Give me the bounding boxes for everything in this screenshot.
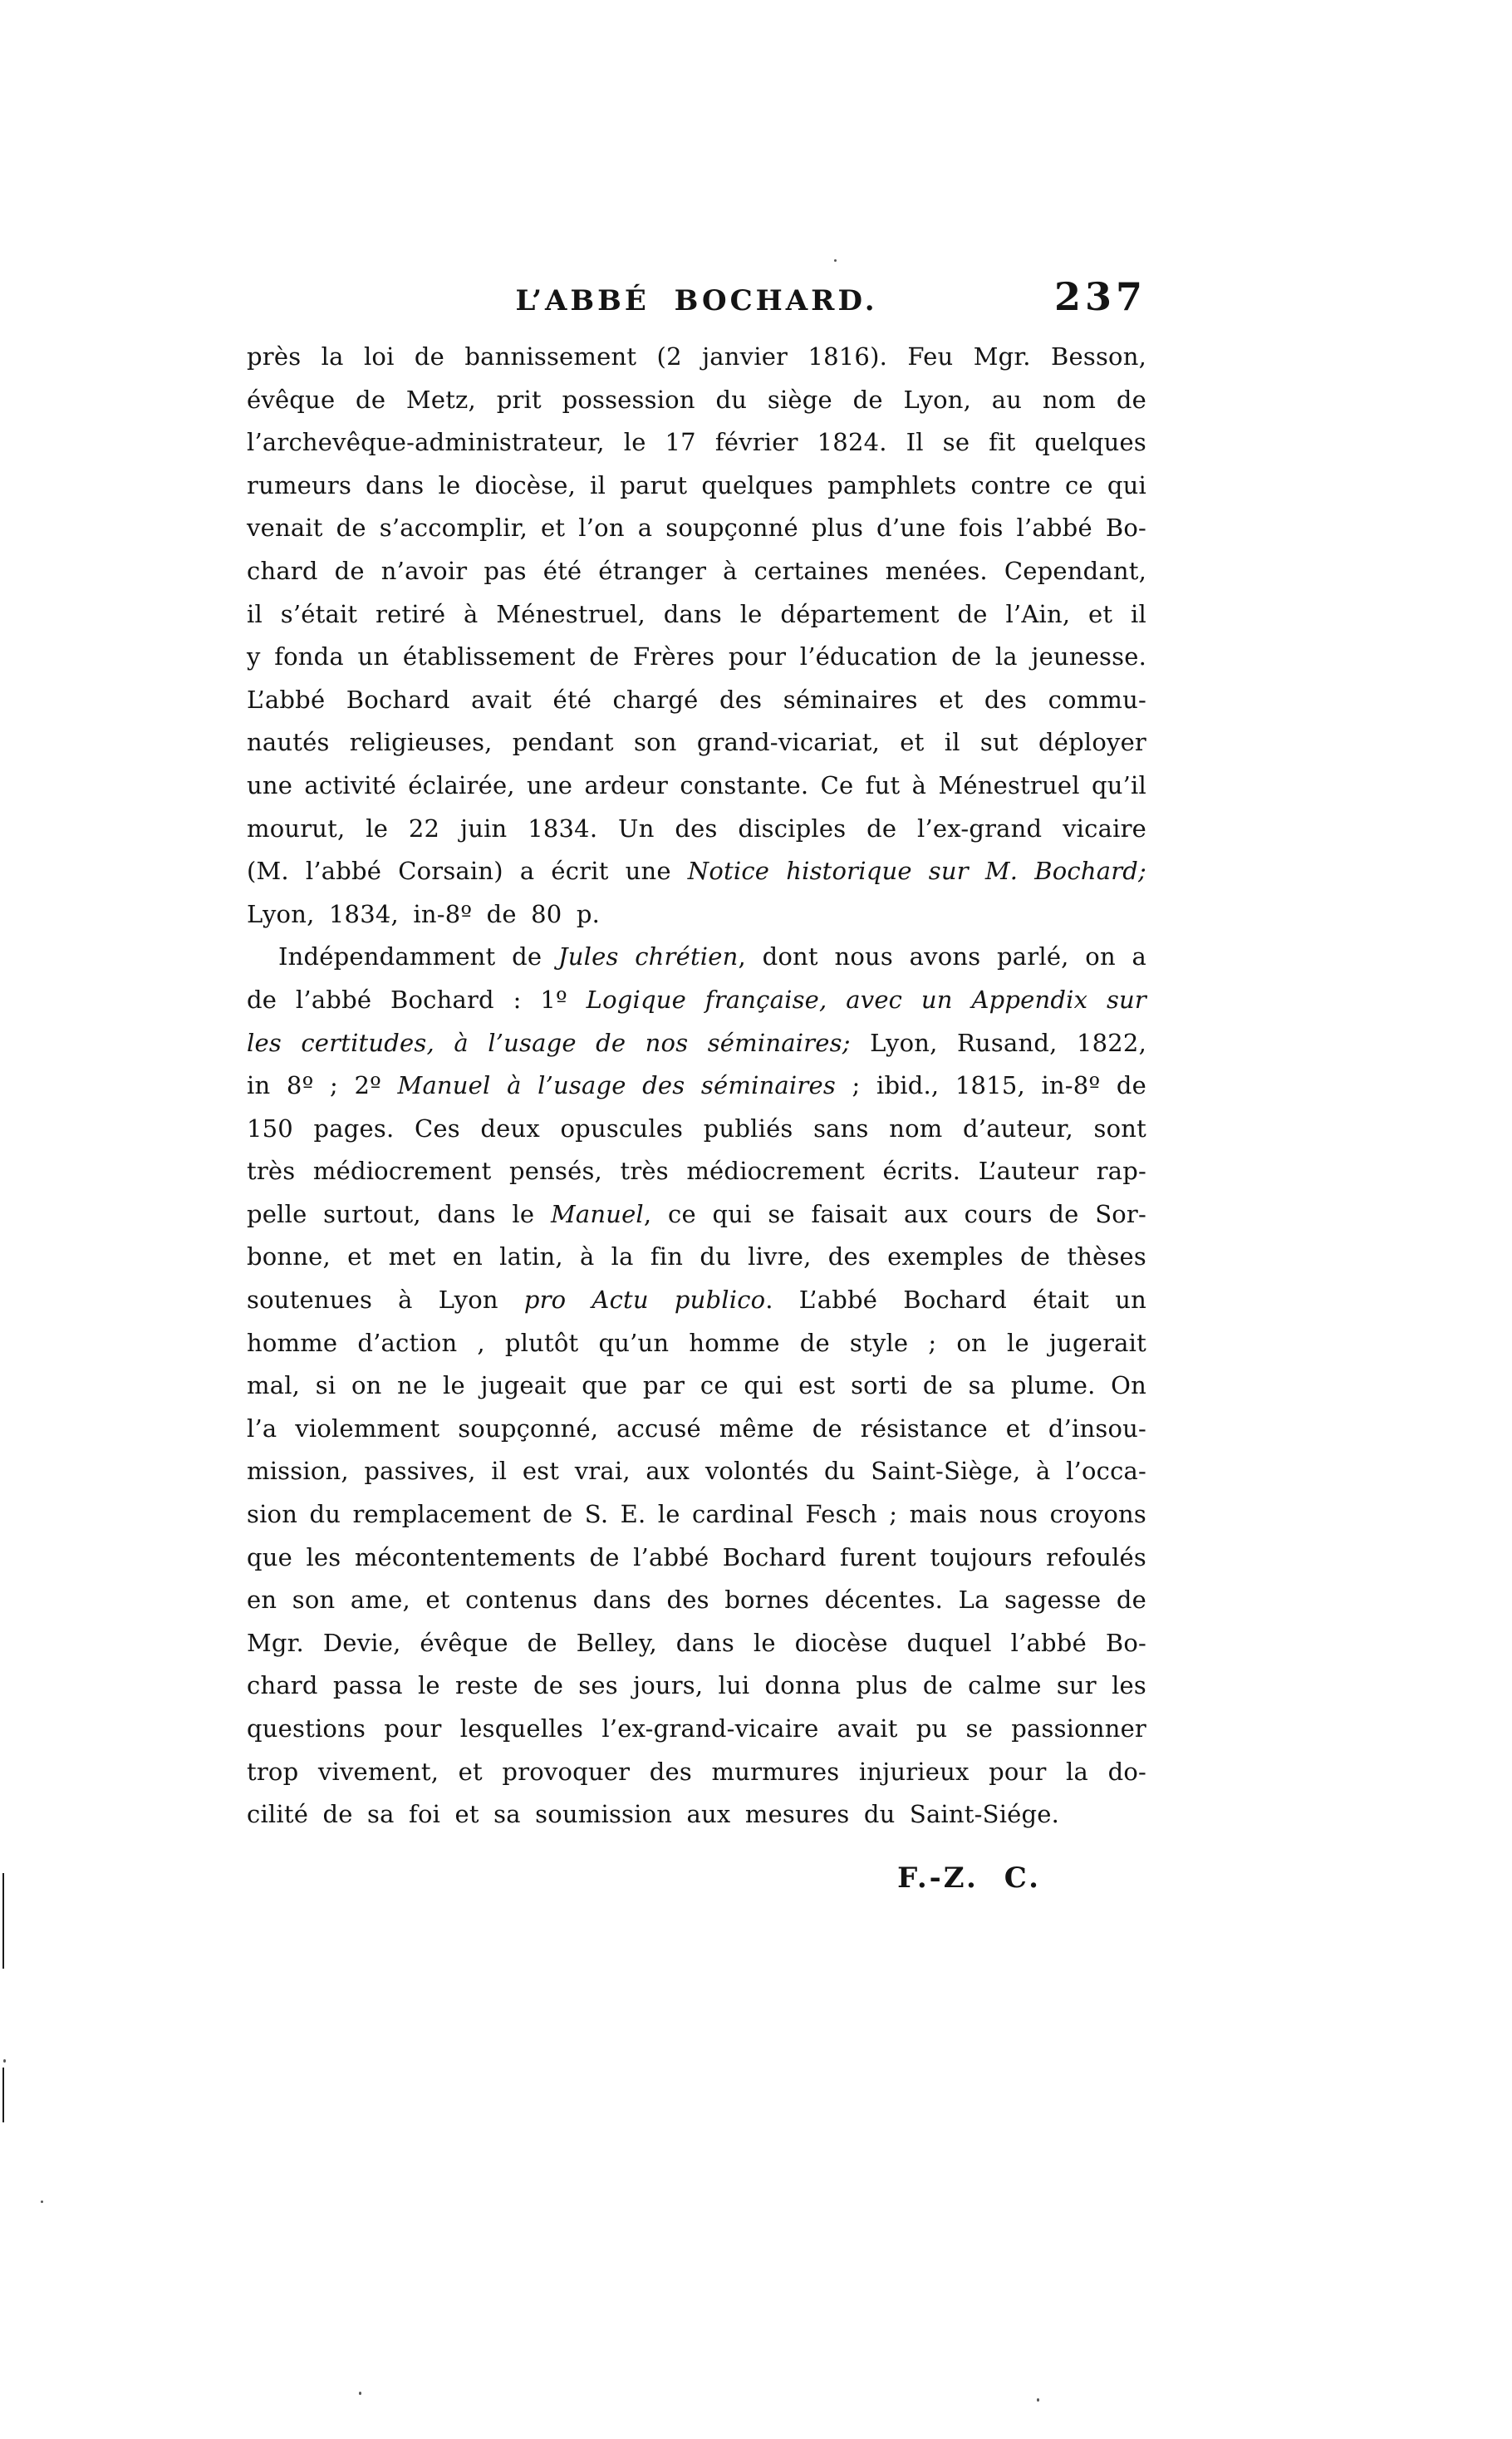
text-line: [247, 1193, 1146, 1237]
text-segment: sion du remplacement de S. E. le cardinal Fesch ; mais nous croyons: [247, 1500, 1146, 1529]
text-segment: Indépendamment de: [278, 942, 558, 971]
text-segment: (M. l’abbé Corsain) a écrit une: [247, 857, 688, 886]
text-segment: , ce qui se faisait aux cours de Sor-: [643, 1199, 1146, 1228]
text-line: [247, 1022, 1146, 1065]
text-segment: Mgr. Devie, évêque de Belley, dans le diocèse duquel l’abbé Bo-: [247, 1628, 1146, 1657]
text-segment: bonne, et met en latin, à la fin du livre, des exemples de thèses: [247, 1242, 1146, 1271]
text-segment: mission, passives, il est vrai, aux volontés du Saint-Siège, à l’occa-: [247, 1457, 1146, 1486]
text-line: [247, 379, 1146, 422]
text-segment: ; ibid., 1815, in-8º de: [835, 1071, 1146, 1100]
body-lines: [247, 336, 1146, 1837]
text-line: [247, 421, 1146, 465]
italic-text-segment: Logique française, avec un Appendix sur: [586, 985, 1146, 1014]
text-line: [247, 1751, 1146, 1794]
text-line: [247, 336, 1146, 379]
text-line: [247, 1622, 1146, 1665]
text-segment: évêque de Metz, prit possession du siège de Lyon, au nom de: [247, 385, 1146, 414]
scan-artifact-line: [2, 1873, 4, 1969]
text-segment: soutenues à Lyon: [247, 1286, 524, 1315]
scan-speck: [41, 2201, 43, 2203]
text-segment: il s’était retiré à Ménestruel, dans le département de l’Ain, et il: [247, 599, 1146, 628]
text-line: [247, 1793, 1146, 1837]
text-segment: L’abbé Bochard avait été chargé des séminaires et des commu-: [247, 685, 1146, 714]
text-line: [247, 808, 1146, 851]
text-line: [247, 1665, 1146, 1708]
text-line: [247, 593, 1146, 637]
text-line: [247, 1322, 1146, 1365]
text-line: [247, 465, 1146, 508]
text-segment: l’archevêque-administrateur, le 17 février 1824. Il se fit quelques: [247, 428, 1146, 457]
text-segment: très médiocrement pensés, très médiocrement écrits. L’auteur rap-: [247, 1157, 1146, 1186]
scan-artifact-line: [2, 2068, 4, 2122]
text-line: [247, 979, 1146, 1022]
text-line: [247, 507, 1146, 550]
scan-speck: [834, 259, 837, 262]
text-segment: homme d’action , plutôt qu’un homme de style ; on le jugerait: [247, 1328, 1146, 1357]
text-segment: venait de s’accomplir, et l’on a soupçonné plus d’une fois l’abbé Bo-: [247, 514, 1146, 543]
text-segment: . L’abbé Bochard était un: [765, 1286, 1146, 1315]
text-segment: in 8º ; 2º: [247, 1071, 398, 1100]
text-segment: chard passa le reste de ses jours, lui donna plus de calme sur les: [247, 1671, 1146, 1700]
text-segment: rumeurs dans le diocèse, il parut quelques pamphlets contre ce qui: [247, 470, 1146, 499]
italic-text-segment: les certitudes, à l’usage de nos séminaires;: [247, 1028, 851, 1057]
text-segment: nautés religieuses, pendant son grand-vicariat, et il sut déployer: [247, 728, 1146, 757]
text-line: [247, 1408, 1146, 1451]
text-line: [247, 679, 1146, 722]
text-segment: , dont nous avons parlé, on a: [738, 942, 1146, 971]
scan-speck: [1037, 2398, 1039, 2402]
text-line: [247, 893, 1146, 937]
text-line: [247, 1279, 1146, 1322]
text-segment: y fonda un établissement de Frères pour l’éducation de la jeunesse.: [247, 642, 1146, 671]
text-segment: pelle surtout, dans le: [247, 1199, 551, 1228]
italic-text-segment: Notice historique sur M. Bochard;: [687, 857, 1146, 886]
text-segment: mal, si on ne le jugeait que par ce qui est sorti de sa plume. On: [247, 1371, 1146, 1400]
text-segment: 150 pages. Ces deux opuscules publiés sans nom d’auteur, sont: [247, 1114, 1146, 1143]
text-segment: que les mécontentements de l’abbé Bochard furent toujours refoulés: [247, 1542, 1146, 1571]
text-line: [247, 850, 1146, 893]
text-line: [247, 1236, 1146, 1279]
running-title: L’ABBÉ BOCHARD.: [515, 284, 878, 317]
italic-text-segment: Manuel: [550, 1199, 644, 1228]
text-segment: chard de n’avoir pas été étranger à certaines menées. Cependant,: [247, 556, 1146, 585]
page-header: [247, 274, 1146, 332]
text-line: [247, 550, 1146, 593]
text-line: [247, 1493, 1146, 1537]
text-line: [247, 1150, 1146, 1193]
text-line: [247, 1579, 1146, 1622]
text-segment: questions pour lesquelles l’ex-grand-vicaire avait pu se passionner: [247, 1714, 1146, 1743]
text-line: [247, 1065, 1146, 1108]
text-segment: Lyon, 1834, in-8º de 80 p.: [247, 899, 601, 928]
text-segment: une activité éclairée, une ardeur constante. Ce fut à Ménestruel qu’il: [247, 770, 1146, 799]
signature: F.-Z. C.: [897, 1861, 1041, 1895]
text-segment: l’a violemment soupçonné, accusé même de résistance et d’insou-: [247, 1414, 1146, 1443]
text-segment: en son ame, et contenus dans des bornes décentes. La sagesse de: [247, 1586, 1146, 1615]
text-segment: trop vivement, et provoquer des murmures injurieux pour la do-: [247, 1757, 1146, 1786]
text-line: [247, 1708, 1146, 1751]
text-line: [247, 721, 1146, 765]
text-line: [247, 1108, 1146, 1151]
text-line: [247, 636, 1146, 679]
italic-text-segment: pro Actu publico: [523, 1286, 766, 1315]
text-segment: près la loi de bannissement (2 janvier 1816). Feu Mgr. Besson,: [247, 342, 1146, 371]
italic-text-segment: Jules chrétien: [557, 942, 739, 971]
text-line: [247, 936, 1146, 979]
scan-speck: [3, 2059, 6, 2063]
text-line: [247, 1450, 1146, 1493]
page-number: 237: [1053, 274, 1146, 319]
text-segment: Lyon, Rusand, 1822,: [850, 1028, 1146, 1057]
text-line: [247, 765, 1146, 808]
italic-text-segment: Manuel à l’usage des séminaires: [397, 1071, 836, 1100]
text-segment: de l’abbé Bochard : 1º: [247, 985, 587, 1014]
text-segment: cilité de sa foi et sa soumission aux mesures du Saint-Siége.: [247, 1800, 1060, 1829]
scan-speck: [359, 2392, 361, 2395]
text-line: [247, 1365, 1146, 1408]
text-line: [247, 1537, 1146, 1580]
text-segment: mourut, le 22 juin 1834. Un des disciples de l’ex-grand vicaire: [247, 814, 1146, 843]
